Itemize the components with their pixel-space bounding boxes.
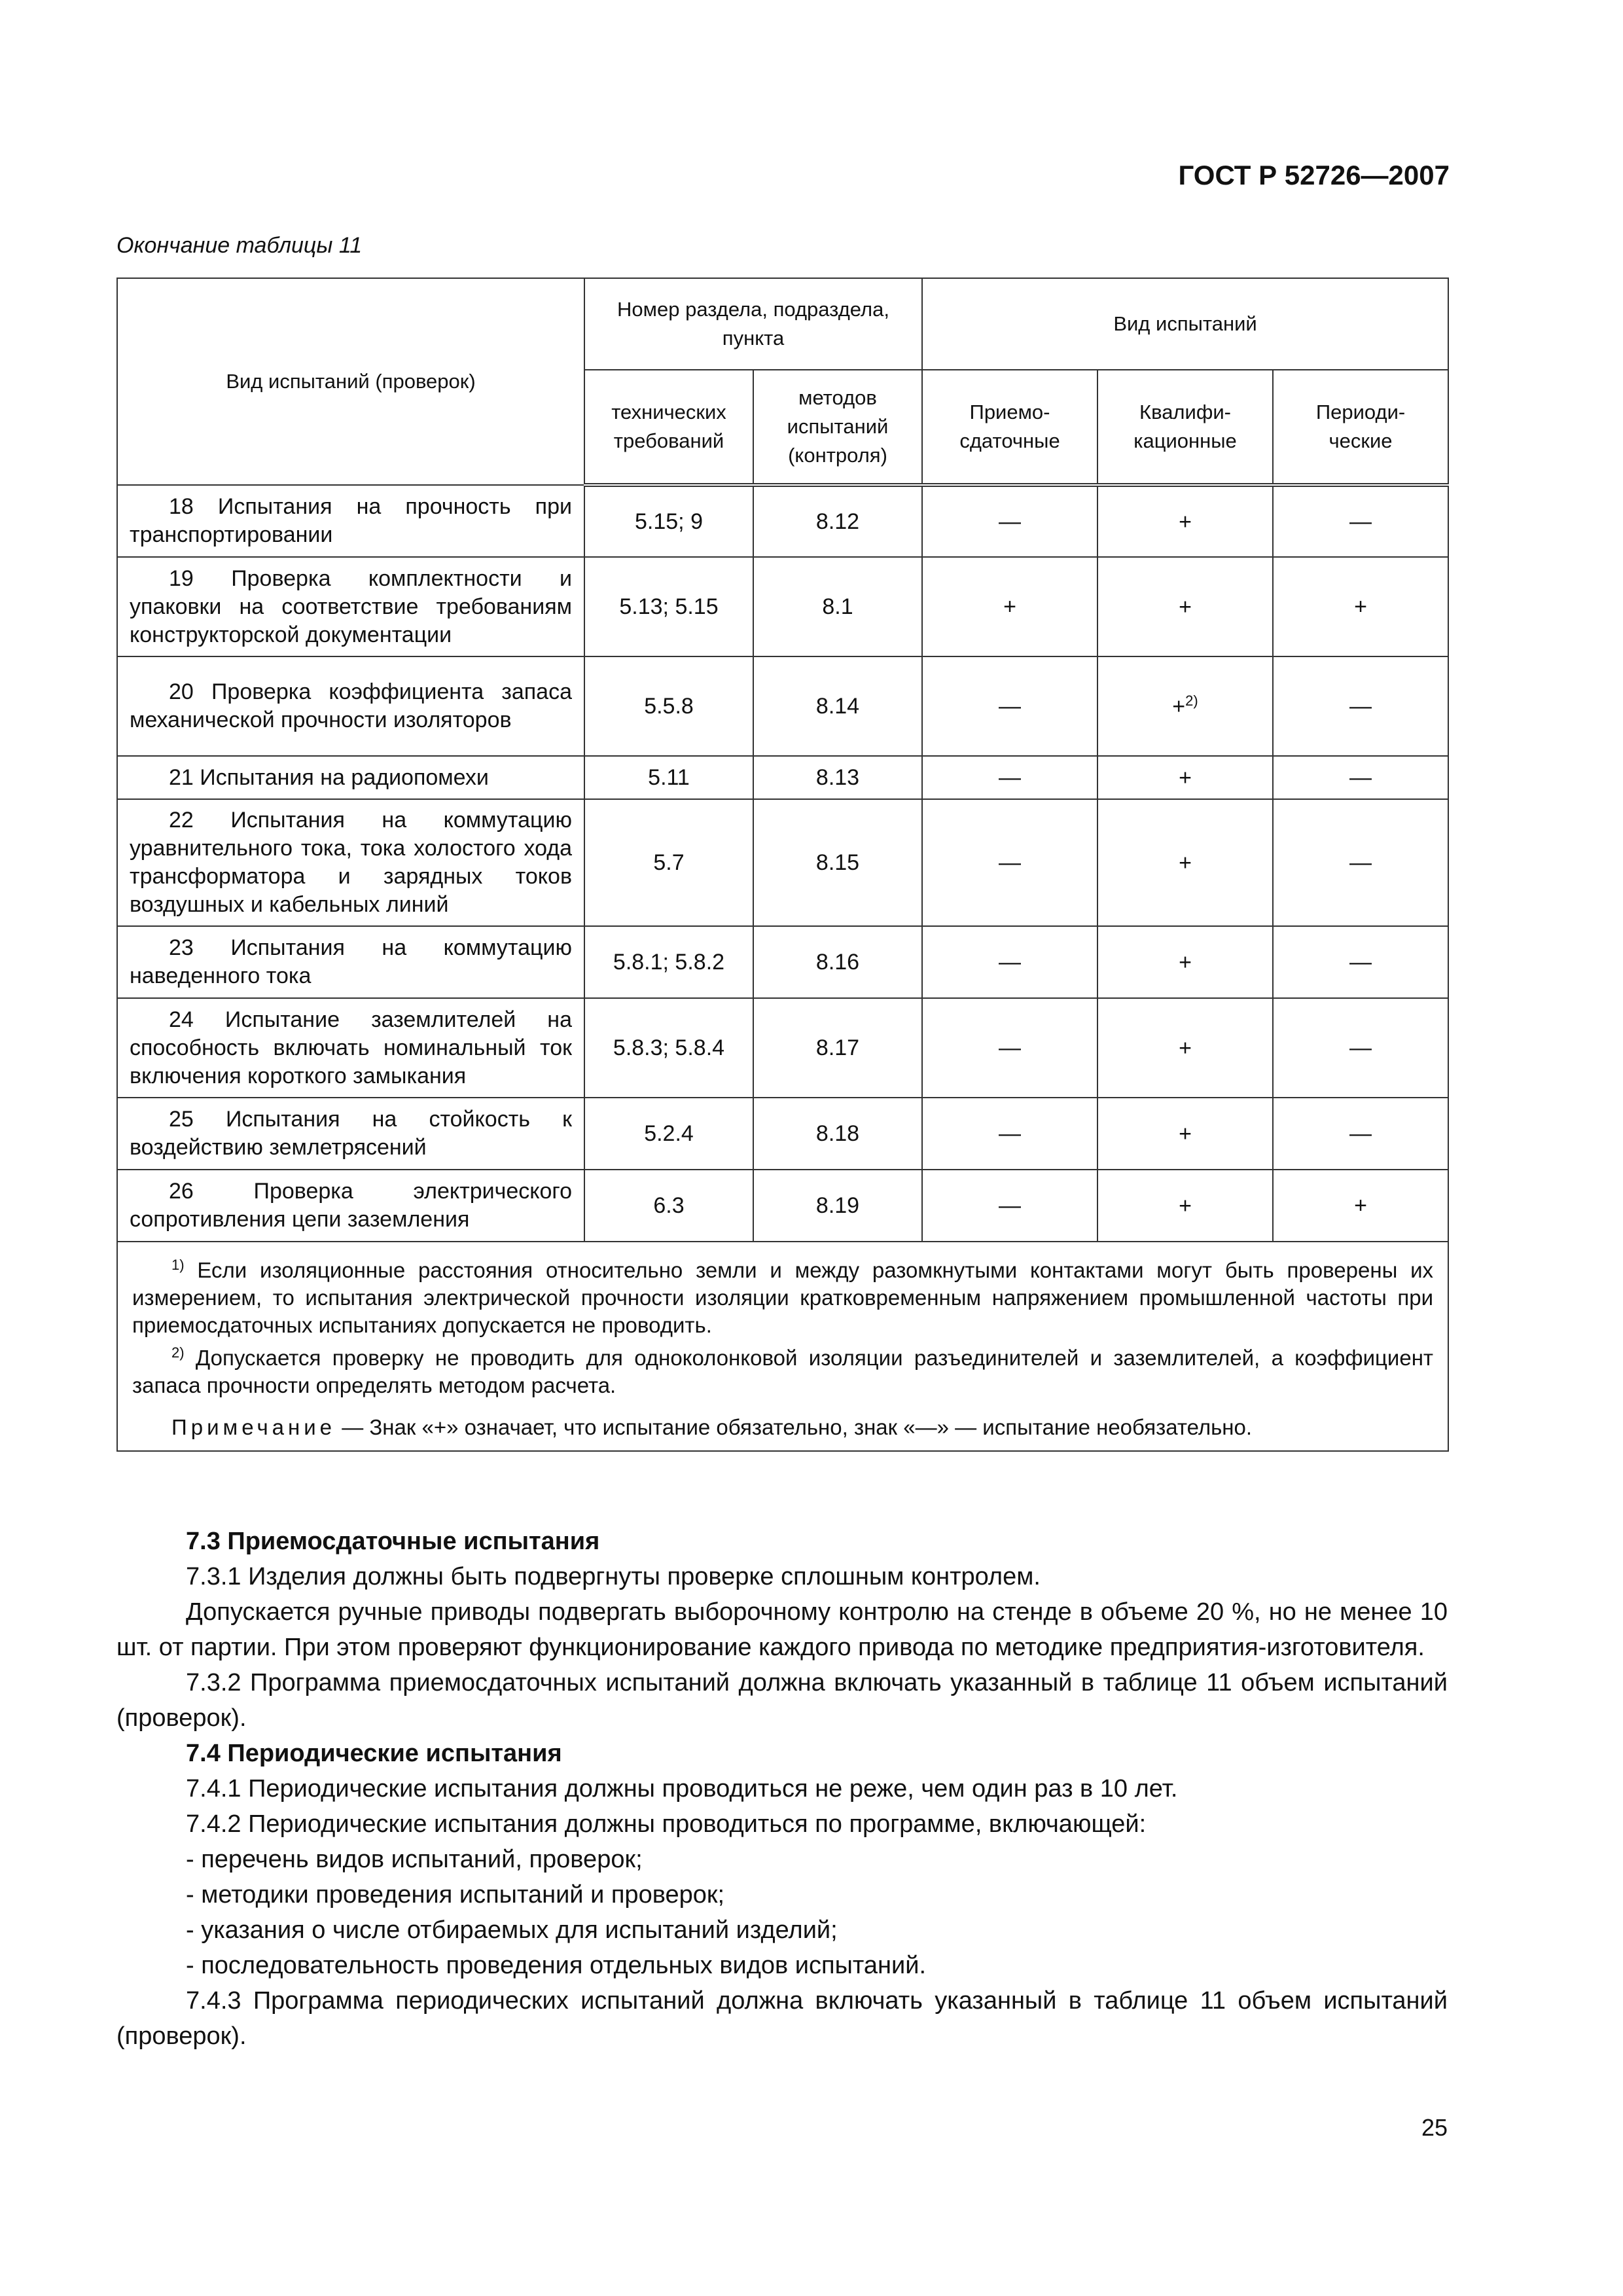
- section-heading-7-4: 7.4 Периодические испытания: [186, 1740, 562, 1767]
- method-cell: 8.1: [753, 557, 922, 656]
- tech-req-cell: 5.11: [584, 756, 753, 799]
- table-row: [117, 485, 1448, 557]
- test-name-cell: 23 Испытания на коммутацию наведенного тока: [117, 926, 584, 998]
- test-name-cell: 22 Испытания на коммутацию уравнительного тока, тока холостого хода трансформатора и зарядных токов воздушных и кабельных линий: [117, 799, 584, 926]
- qualification-cell: +: [1097, 998, 1273, 1098]
- periodic-cell: +: [1273, 557, 1448, 656]
- method-cell: 8.13: [753, 756, 922, 799]
- periodic-cell: —: [1273, 998, 1448, 1098]
- col-header-section-number: Номер раздела, подраздела, пункта: [584, 278, 922, 370]
- test-name-cell: 21 Испытания на радиопомехи: [117, 756, 584, 799]
- acceptance-cell: —: [922, 998, 1097, 1098]
- acceptance-cell: —: [922, 656, 1097, 756]
- body-text: [116, 1524, 1448, 2054]
- tech-req-cell: 5.8.1; 5.8.2: [584, 926, 753, 998]
- acceptance-cell: —: [922, 485, 1097, 557]
- col-header-tech-requirements: технических требований: [584, 370, 753, 485]
- method-cell: 8.14: [753, 656, 922, 756]
- test-name-cell: 25 Испытания на стойкость к воздействию землетрясений: [117, 1098, 584, 1170]
- qualification-cell: +: [1097, 926, 1273, 998]
- list-item: - методики проведения испытаний и проверок;: [186, 1881, 725, 1909]
- table-note: Примечание — Знак «+» означает, что испытание обязательно, знак «—» — испытание необязательно.: [171, 1415, 1253, 1439]
- acceptance-cell: —: [922, 756, 1097, 799]
- tech-req-cell: 6.3: [584, 1170, 753, 1242]
- table-row: [117, 998, 1448, 1098]
- periodic-cell: —: [1273, 485, 1448, 557]
- col-header-test-name: Вид испытаний (проверок): [117, 278, 584, 485]
- test-name-cell: 19 Проверка комплектности и упаковки на соответствие требованиям конструкторской документации: [117, 557, 584, 656]
- footnotes-row: [117, 1242, 1448, 1451]
- periodic-cell: —: [1273, 1098, 1448, 1170]
- periodic-cell: —: [1273, 926, 1448, 998]
- tech-req-cell: 5.13; 5.15: [584, 557, 753, 656]
- tech-req-cell: 5.5.8: [584, 656, 753, 756]
- tech-req-cell: 5.7: [584, 799, 753, 926]
- qualification-cell: +: [1097, 1098, 1273, 1170]
- list-item: - последовательность проведения отдельных видов испытаний.: [186, 1952, 927, 1979]
- col-header-periodic: Периоди-ческие: [1273, 370, 1448, 485]
- paragraph-7-4-1: 7.4.1 Периодические испытания должны проводиться не реже, чем один раз в 10 лет.: [186, 1775, 1178, 1803]
- paragraph-7-3-2: 7.3.2 Программа приемосдаточных испытаний должна включать указанный в таблице 11 объем испытаний (проверок).: [116, 1669, 1448, 1732]
- table-row: [117, 756, 1448, 799]
- col-header-test-type: Вид испытаний: [922, 278, 1448, 370]
- method-cell: 8.19: [753, 1170, 922, 1242]
- section-heading-7-3: 7.3 Приемосдаточные испытания: [186, 1528, 600, 1555]
- tech-req-cell: 5.2.4: [584, 1098, 753, 1170]
- acceptance-cell: +: [922, 557, 1097, 656]
- method-cell: 8.12: [753, 485, 922, 557]
- list-item: - указания о числе отбираемых для испытаний изделий;: [186, 1916, 838, 1944]
- method-cell: 8.18: [753, 1098, 922, 1170]
- page-number: 25: [1421, 2114, 1448, 2141]
- table-row: [117, 926, 1448, 998]
- acceptance-cell: —: [922, 1098, 1097, 1170]
- paragraph-7-4-2: 7.4.2 Периодические испытания должны проводиться по программе, включающей:: [186, 1810, 1147, 1838]
- periodic-cell: +: [1273, 1170, 1448, 1242]
- method-cell: 8.15: [753, 799, 922, 926]
- paragraph-7-3-1-cont: Допускается ручные приводы подвергать выборочному контролю на стенде в объеме 20 %, но не менее 10 шт. от партии. При этом проверяют функционирование каждого привода по методике предприятия-изготовителя.: [116, 1598, 1448, 1661]
- qualification-cell: +$^{2)}$: [1097, 656, 1273, 756]
- periodic-cell: —: [1273, 799, 1448, 926]
- table-row: [117, 1098, 1448, 1170]
- footnotes-cell: [117, 1242, 1448, 1451]
- footnote-1: $^{1)}$ Если изоляционные расстояния относительно земли и между разомкнутыми контактами могут быть проверены их измерением, то испытания электрической прочности изоляции кратковременным напряжением промышленной частоты при приемосдаточных испытаниях допускается не проводить.: [132, 1257, 1434, 1337]
- acceptance-cell: —: [922, 926, 1097, 998]
- table-row: [117, 1170, 1448, 1242]
- footnote-2: $^{2)}$ Допускается проверку не проводить для одноколонковой изоляции разъединителей и заземлителей, а коэффициент запаса прочности определять методом расчета.: [132, 1344, 1434, 1397]
- table-row: [117, 557, 1448, 656]
- col-header-test-methods: методов испытаний (контроля): [753, 370, 922, 485]
- col-header-acceptance: Приемо-сдаточные: [922, 370, 1097, 485]
- qualification-cell: +: [1097, 756, 1273, 799]
- list-item: - перечень видов испытаний, проверок;: [186, 1846, 643, 1873]
- paragraph-7-4-3: 7.4.3 Программа периодических испытаний должна включать указанный в таблице 11 объем испытаний (проверок).: [116, 1987, 1448, 2050]
- method-cell: 8.17: [753, 998, 922, 1098]
- qualification-cell: +: [1097, 557, 1273, 656]
- method-cell: 8.16: [753, 926, 922, 998]
- test-name-cell: 24 Испытание заземлителей на способность включать номинальный ток включения короткого замыкания: [117, 998, 584, 1098]
- table-row: [117, 656, 1448, 756]
- tech-req-cell: 5.8.3; 5.8.4: [584, 998, 753, 1098]
- test-name-cell: 20 Проверка коэффициента запаса механической прочности изоляторов: [117, 656, 584, 756]
- col-header-qualification: Квалифи-кационные: [1097, 370, 1273, 485]
- periodic-cell: —: [1273, 756, 1448, 799]
- periodic-cell: —: [1273, 656, 1448, 756]
- acceptance-cell: —: [922, 1170, 1097, 1242]
- qualification-cell: +: [1097, 485, 1273, 557]
- tech-req-cell: 5.15; 9: [584, 485, 753, 557]
- qualification-cell: +: [1097, 799, 1273, 926]
- standard-number: ГОСТ Р 52726—2007: [1178, 160, 1450, 190]
- test-name-cell: 26 Проверка электрического сопротивления цепи заземления: [117, 1170, 584, 1242]
- tests-table: [116, 278, 1449, 1452]
- table-caption: Окончание таблицы 11: [116, 233, 363, 258]
- acceptance-cell: —: [922, 799, 1097, 926]
- table-row: [117, 799, 1448, 926]
- qualification-cell: +: [1097, 1170, 1273, 1242]
- paragraph-7-3-1: 7.3.1 Изделия должны быть подвергнуты проверке сплошным контролем.: [186, 1563, 1041, 1590]
- test-name-cell: 18 Испытания на прочность при транспортировании: [117, 485, 584, 557]
